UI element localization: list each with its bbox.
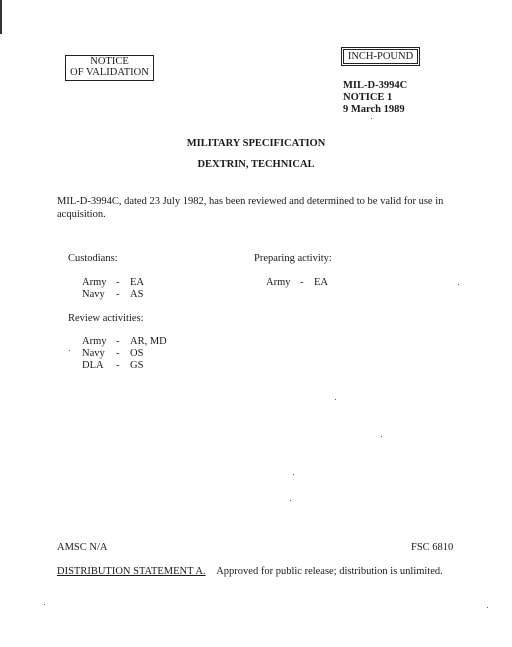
scan-speck: [293, 474, 294, 475]
document-identifier: [343, 80, 407, 116]
org-name: Army: [266, 277, 291, 288]
dash: -: [116, 336, 120, 347]
review-activities-list: [82, 336, 167, 372]
org-name: Army: [82, 336, 107, 347]
preparing-activity-list: [266, 277, 328, 289]
scan-speck: [458, 284, 459, 285]
fsc-code: FSC 6810: [411, 542, 454, 553]
scan-speck: [487, 607, 488, 608]
document-title: MILITARY SPECIFICATION: [186, 138, 326, 149]
notice-box-line-1: NOTICE: [90, 56, 129, 67]
distribution-text: Approved for public release; distribution is unlimited.: [216, 566, 443, 577]
scan-speck: [290, 500, 291, 501]
org-code: GS: [130, 360, 144, 371]
org-code: AR, MD: [130, 336, 167, 347]
amsc-code: AMSC N/A: [57, 542, 108, 553]
distribution-label: DISTRIBUTION STATEMENT A.: [57, 566, 206, 577]
scan-edge-mark: [0, 0, 2, 34]
document-subtitle: DEXTRIN, TECHNICAL: [197, 159, 315, 170]
review-activity-row: [82, 360, 167, 372]
dash: -: [116, 348, 120, 359]
scan-speck: [44, 604, 45, 605]
org-code: EA: [314, 277, 328, 288]
org-code: EA: [130, 277, 144, 288]
custodians-list: [82, 277, 144, 301]
notice-date: 9 March 1989: [343, 104, 405, 115]
org-name: Navy: [82, 348, 105, 359]
review-activity-row: [82, 348, 167, 360]
inch-pound-box: INCH-POUND: [343, 49, 418, 64]
org-name: Navy: [82, 289, 105, 300]
distribution-statement: [57, 566, 443, 577]
scan-speck: [371, 118, 372, 119]
doc-number: MIL-D-3994C: [343, 80, 408, 91]
preparing-activity-label: Preparing activity:: [254, 253, 332, 264]
notice-box-line-2: OF VALIDATION: [70, 67, 149, 78]
org-name: DLA: [82, 360, 104, 371]
review-activity-row: [82, 336, 167, 348]
org-code: AS: [130, 289, 144, 300]
dash: -: [116, 277, 120, 288]
dash: -: [116, 289, 120, 300]
notice-of-validation-box: [65, 55, 154, 81]
dash: -: [300, 277, 304, 288]
scan-speck: [381, 436, 382, 437]
org-code: OS: [130, 348, 144, 359]
scan-speck: [69, 350, 70, 351]
custodians-label: Custodians:: [68, 253, 118, 264]
review-activities-label: Review activities:: [68, 313, 144, 324]
preparing-activity-row: [266, 277, 328, 289]
notice-number: NOTICE 1: [343, 92, 393, 103]
validation-paragraph: MIL-D-3994C, dated 23 July 1982, has been reviewed and determined to be valid for use in acquisition.: [57, 196, 444, 220]
scan-speck: [335, 399, 336, 400]
dash: -: [116, 360, 120, 371]
custodian-row: [82, 277, 144, 289]
custodian-row: [82, 289, 144, 301]
org-name: Army: [82, 277, 107, 288]
